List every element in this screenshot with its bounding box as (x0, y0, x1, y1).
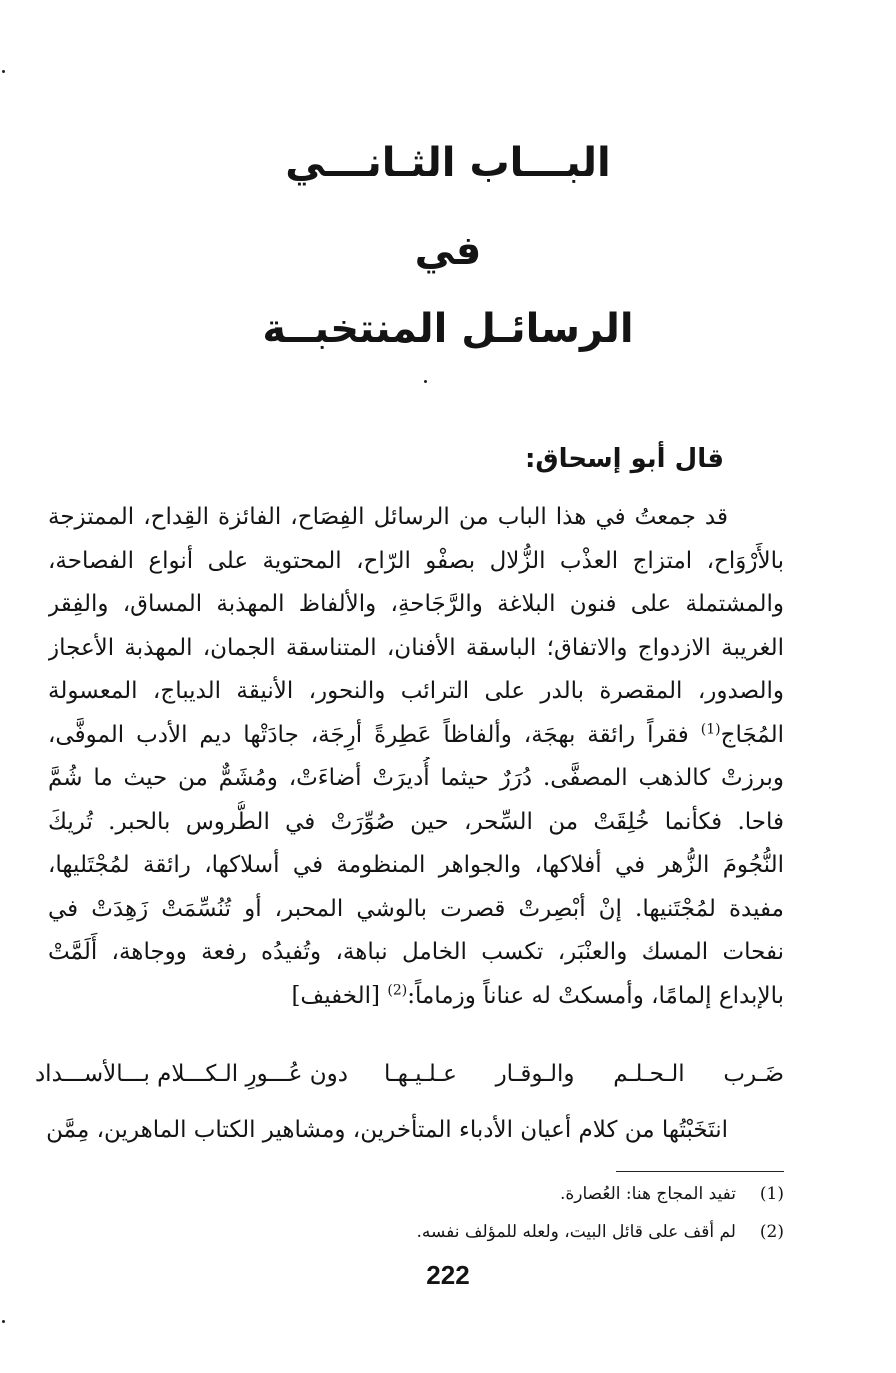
footnote-text: لم أقف على قائل البيت، ولعله للمؤلف نفسه. (416, 1222, 736, 1242)
paragraph-line: وبرزتْ كالذهب المصفَّى. دُرَرٌ حيثما أُديرَتْ أضاءَتْ، ومُشَمٌّ من حيث ما شُمَّ (48, 765, 784, 791)
footnote-reference[interactable]: (1) (700, 720, 721, 737)
continuation-line: انتَخَبْتُها من كلام أعيان الأدباء المتأخرين، ومشاهير الكتاب الماهرين، مِمَّن (46, 1117, 728, 1143)
poetic-meter: [الخفيف] (291, 982, 388, 1009)
paragraph-line (48, 975, 784, 1019)
footnote-reference[interactable]: (2) (387, 981, 408, 998)
verse-first-hemistich: ضَـرب الـحـلـم والـوقـار عـلـيـهـا (384, 1061, 784, 1087)
body-paragraph (48, 496, 784, 1018)
paragraph-line: نفحات المسك والعنْبَر، تكسب الخامل نباهة، وتُفيدُه رفعة ووجاهة، أَلَمَّتْ (48, 939, 784, 965)
line-text: بالإبداع إلمامًا، وأمسكتْ له عناناً وزماماً: (407, 982, 784, 1009)
line-text: المُجَاج (720, 721, 784, 748)
footnote-number: (2) (759, 1222, 784, 1242)
paragraph-line: قد جمعتُ في هذا الباب من الرسائل الفِصَاح، الفائزة القِداح، الممتزجة (48, 504, 728, 530)
footnote-number: (1) (759, 1184, 784, 1204)
footnote (560, 1184, 784, 1204)
paragraph-line: الغريبة الازدواج والاتفاق؛ الباسقة الأفنان، المتناسقة الجمان، المهذبة الأعجاز (48, 634, 784, 661)
paragraph-line: والصدور، المقصرة بالدر على الترائب والنحور، الأنيقة الديباج، المعسولة (48, 678, 784, 704)
paragraph-line: مفيدة لمُجْتَنيها. إنْ أبْصِرتْ قصرت بالوشي المحبر، أو تُنُسِّمَتْ زَهِدَتْ في (48, 895, 784, 922)
speaker-heading: قال أبو إسحاق: (524, 444, 724, 474)
paragraph-line: بالأَرْوَاح، امتزاج العذْب الزُّلال بصفْو الرّاح، المحتوية على أنواع الفصاحة، (48, 547, 784, 574)
footnote (416, 1222, 784, 1242)
scan-mark (2, 70, 5, 73)
scan-mark (2, 1320, 5, 1323)
verse-second-hemistich: دون عُـــورِ الـكـــلام بـــالأســـداد (34, 1061, 348, 1087)
chapter-title: البـــاب الثـانـــي (285, 140, 611, 186)
page-number: 222 (426, 1260, 470, 1290)
chapter-subtitle: الرسائـل المنتخبــة (262, 306, 634, 352)
paragraph-line: النُّجُومَ الزُّهر في أفلاكها، والجواهر المنظومة في أسلاكها، رائقة لمُجْتَليها، (48, 852, 784, 878)
paragraph-line: والمشتملة على فنون البلاغة والرَّجَاحةِ، والألفاظ المهذبة المساق، والفِقر (48, 591, 784, 617)
line-text: فقراً رائقة بهجَة، وألفاظاً عَطِرةً أرِجَة، جادَتْها ديم الأدب الموفَّى، (48, 721, 701, 748)
footnote-text: تفيد المجاج هنا: العُصارة. (559, 1184, 736, 1204)
poetry-verse (34, 1052, 784, 1096)
footnote-separator (616, 1171, 784, 1172)
chapter-title-preposition: في (414, 228, 482, 274)
paragraph-line (48, 714, 784, 758)
decorative-dot (424, 380, 427, 383)
paragraph-line: فاحا. فكأنما خُلِقَتْ من السِّحر، حين صُوِّرَتْ في الطُّروس بالحبر. تُريكَ (48, 808, 784, 835)
